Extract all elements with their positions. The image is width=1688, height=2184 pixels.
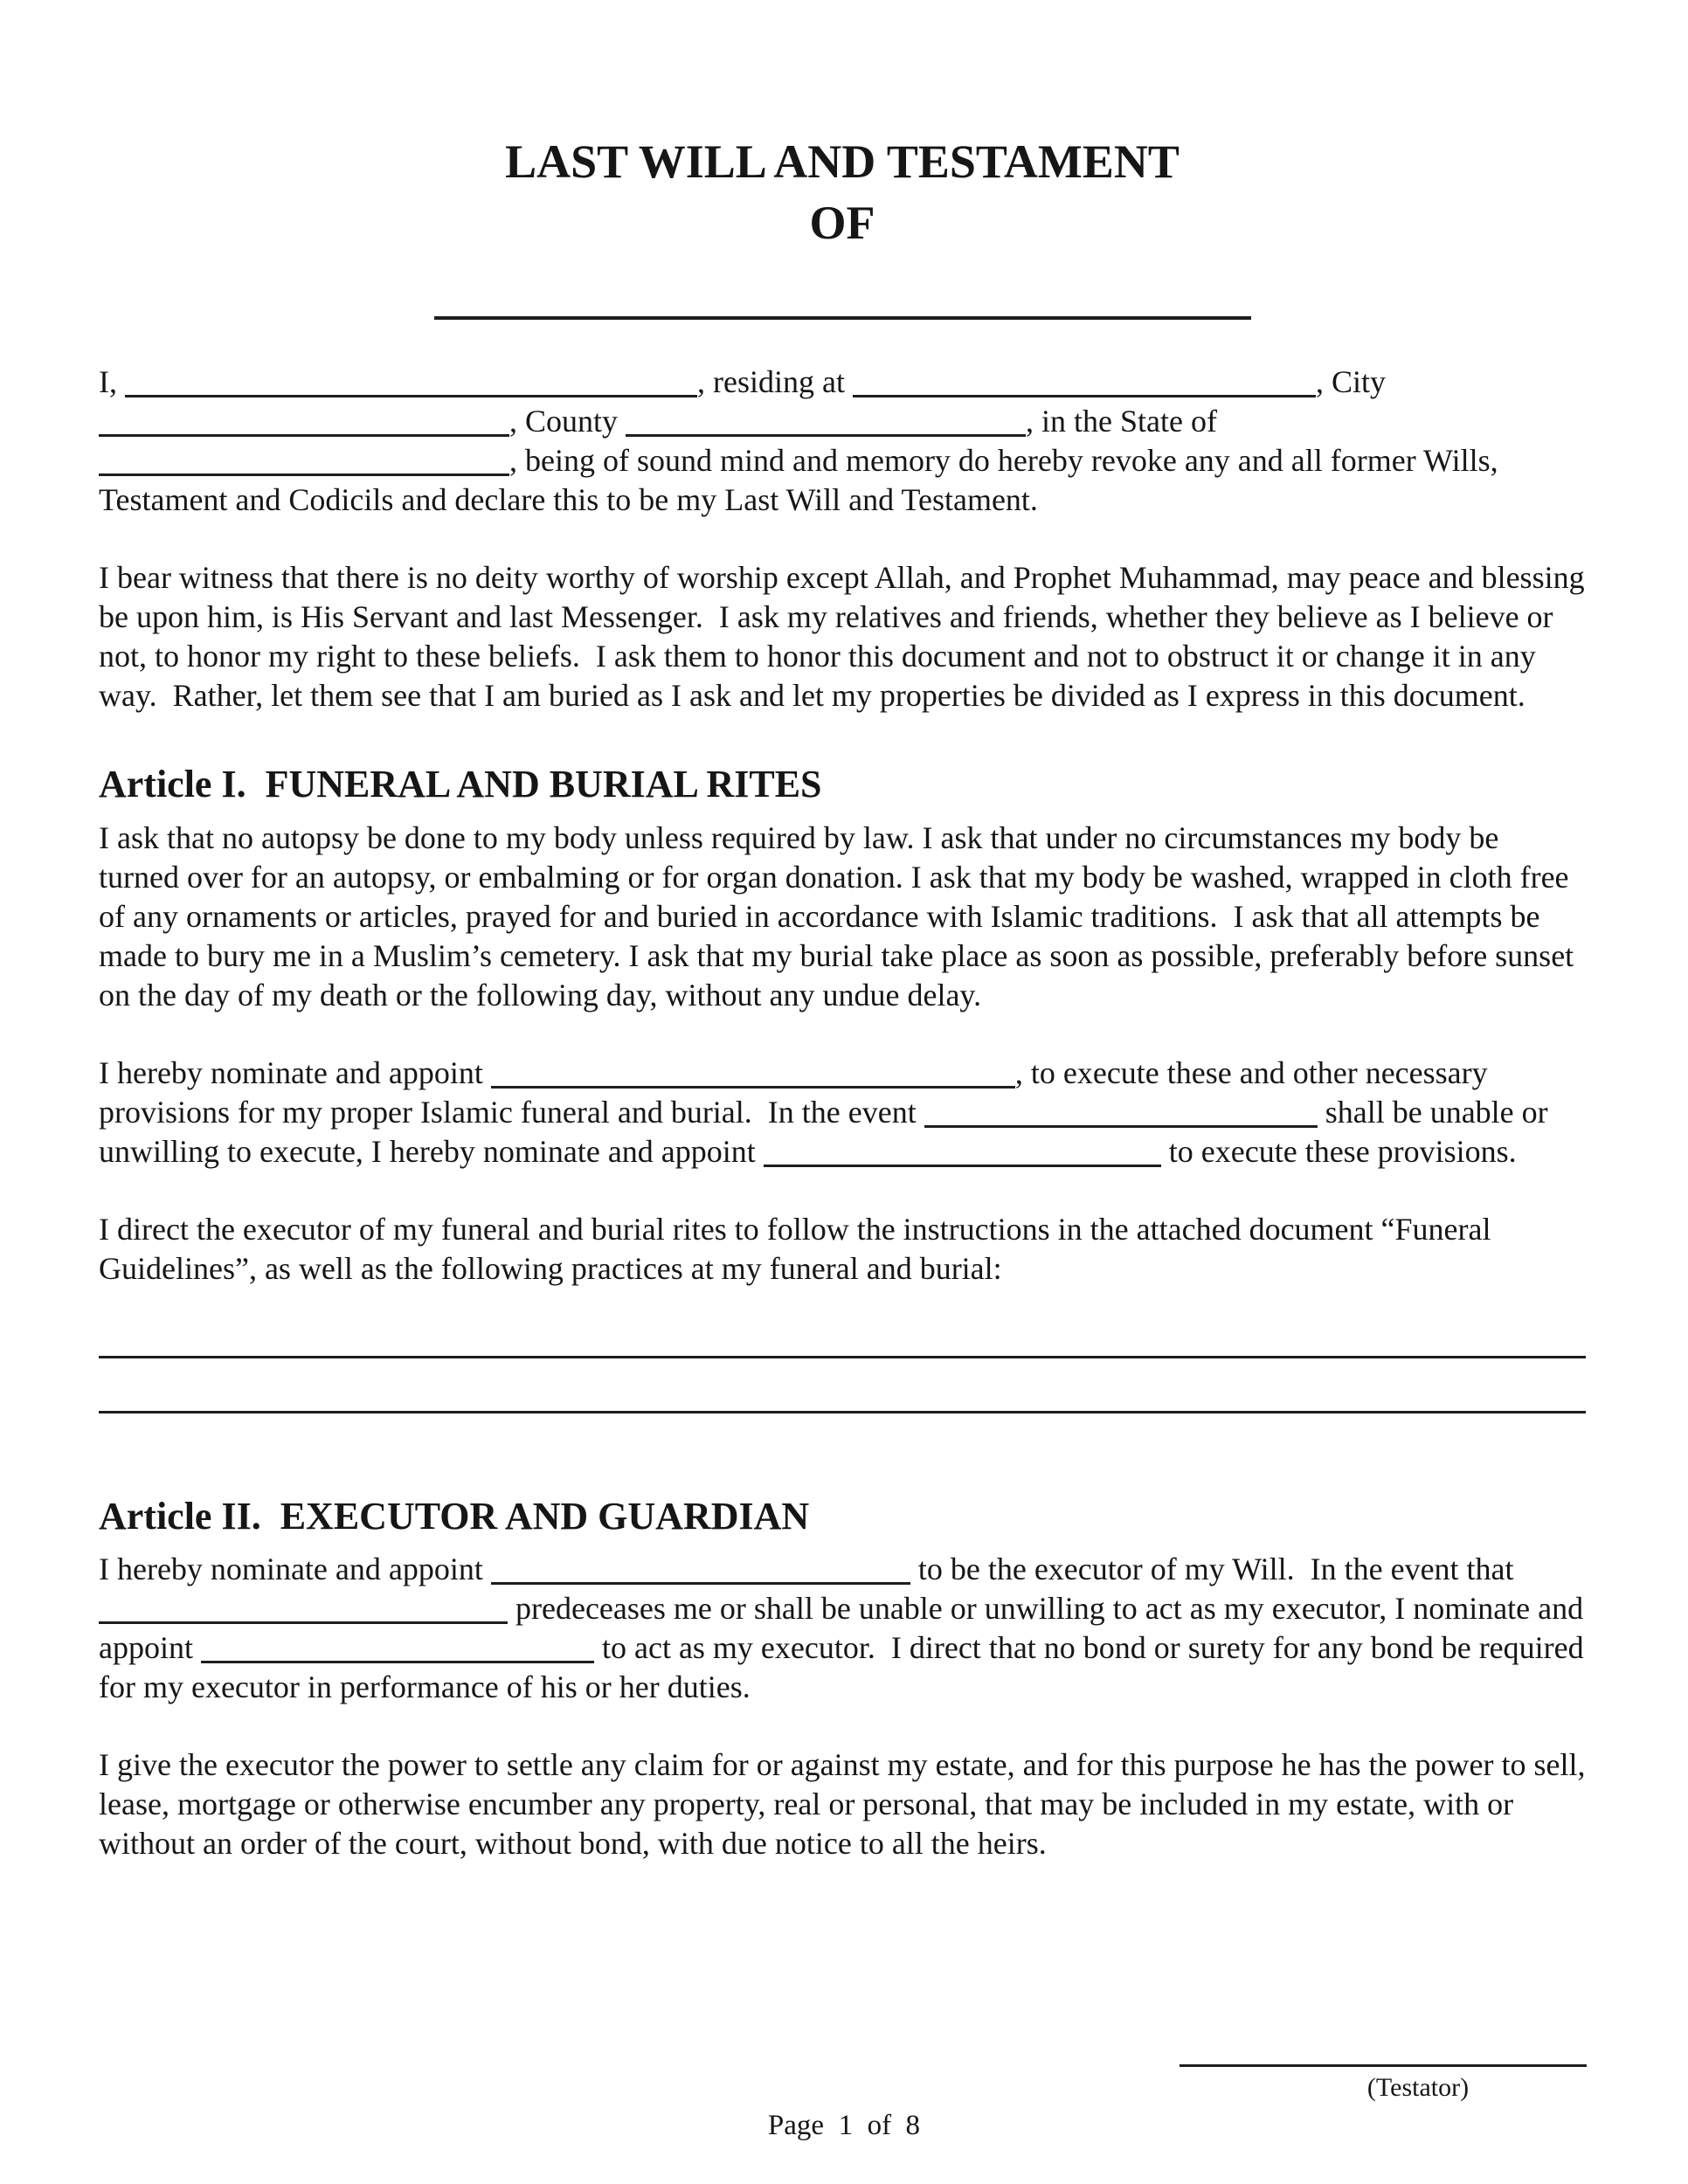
burial-rites-paragraph: I ask that no autopsy be done to my body unless required by law. I ask that under no circumstances my body be turned over for an autopsy, or embalming or for organ donation. I ask that my body be washed, wrapped in cloth free of any ornaments or articles, prayed for and buried in accordance with Islamic traditions. I ask that all attempts be made to bury me in a Muslim’s cemetery. I ask that my burial take place as soon as possible, preferably before sunset on the day of my death or the following day, without any undue delay. (99, 819, 1582, 1013)
text-run: , being of sound mind and memory do hereby revoke any and all former Wills, Testament and Codicils and declare this to be my Last Will and Testament. (99, 443, 1505, 518)
text-run: , in the State of (1026, 404, 1225, 439)
county-field[interactable] (626, 405, 1026, 437)
text-run: , residing at (697, 364, 853, 400)
funeral-executor-reference-field[interactable] (924, 1096, 1318, 1128)
alternate-funeral-executor-field[interactable] (764, 1136, 1161, 1167)
executor-nomination-paragraph (99, 1550, 1592, 1707)
funeral-guidelines-paragraph: I direct the executor of my funeral and burial rites to follow the instructions in the attached document “Funeral Guidelines”, as well as the following practices at my funeral and burial: (99, 1211, 1499, 1286)
executor-reference-field[interactable] (99, 1593, 508, 1624)
text-run: I, (99, 364, 125, 400)
text-run: , City (1315, 364, 1394, 400)
state-field[interactable] (99, 445, 509, 476)
funeral-executor-paragraph (99, 1054, 1586, 1171)
opening-paragraph (99, 363, 1586, 520)
text-run: predeceases me or shall be unable or unwilling to act as my executor, I nominate and appoint (99, 1590, 1592, 1665)
funeral-executor-field[interactable] (491, 1057, 1015, 1089)
testator-name-line (99, 285, 1586, 324)
practice-line-2 (99, 1379, 1586, 1418)
practice-line-1 (99, 1324, 1586, 1363)
testator-label: (Testator) (1366, 2072, 1470, 2102)
text-run: , to execute these and other necessary provisions for my proper Islamic funeral and burial. In the event (99, 1054, 1496, 1130)
text-run: I hereby nominate and appoint (99, 1054, 491, 1090)
testator-name-field[interactable] (125, 366, 697, 397)
city-field[interactable] (99, 405, 509, 437)
testator-signature-blank[interactable] (1180, 2041, 1587, 2067)
executor-field[interactable] (491, 1553, 910, 1585)
funeral-practices-blank[interactable] (99, 1327, 1586, 1358)
witness-paragraph: I bear witness that there is no deity worthy of worship except Allah, and Prophet Muhammad, may peace and blessing be upon him, is His Servant and last Messenger. I ask my relatives and friends, whether they believe as I believe or not, to honor my right to these beliefs. I ask them to honor this document and not to obstruct it or change it in any way. Rather, let them see that I am buried as I ask and let my properties be divided as I express in this document. (99, 560, 1593, 714)
text-run: , County (509, 404, 626, 439)
document-title-of: OF (809, 197, 875, 250)
testator-name-blank[interactable] (434, 288, 1251, 320)
text-run: to execute these provisions. (1160, 1133, 1517, 1169)
residence-field[interactable] (853, 366, 1316, 397)
text-run: to be the executor of my Will. In the event that (910, 1551, 1522, 1586)
text-run: to act as my executor. I direct that no bond or surety for any bond be required for my executor in performance of his or her duties. (99, 1629, 1592, 1704)
text-run: shall be unable or unwilling to execute, I hereby nominate and appoint (99, 1094, 1556, 1169)
text-run: I hereby nominate and appoint (99, 1551, 491, 1586)
article-2-heading: Article II. EXECUTOR AND GUARDIAN (99, 1494, 810, 1538)
testator-signature-line (1180, 2039, 1587, 2068)
executor-powers-paragraph: I give the executor the power to settle any claim for or against my estate, and for this purpose he has the power to sell, lease, mortgage or otherwise encumber any property, real or personal, that may be included in my estate, with or without an order of the court, without bond, with due notice to all the heirs. (99, 1746, 1594, 1861)
funeral-practices-blank[interactable] (99, 1382, 1586, 1413)
page-number: Page 1 of 8 (767, 2109, 921, 2141)
document-title: LAST WILL AND TESTAMENT (505, 135, 1180, 188)
article-1-heading: Article I. FUNERAL AND BURIAL RITES (99, 763, 822, 806)
signature-block (1180, 2039, 1587, 2105)
alternate-executor-field[interactable] (201, 1632, 594, 1663)
